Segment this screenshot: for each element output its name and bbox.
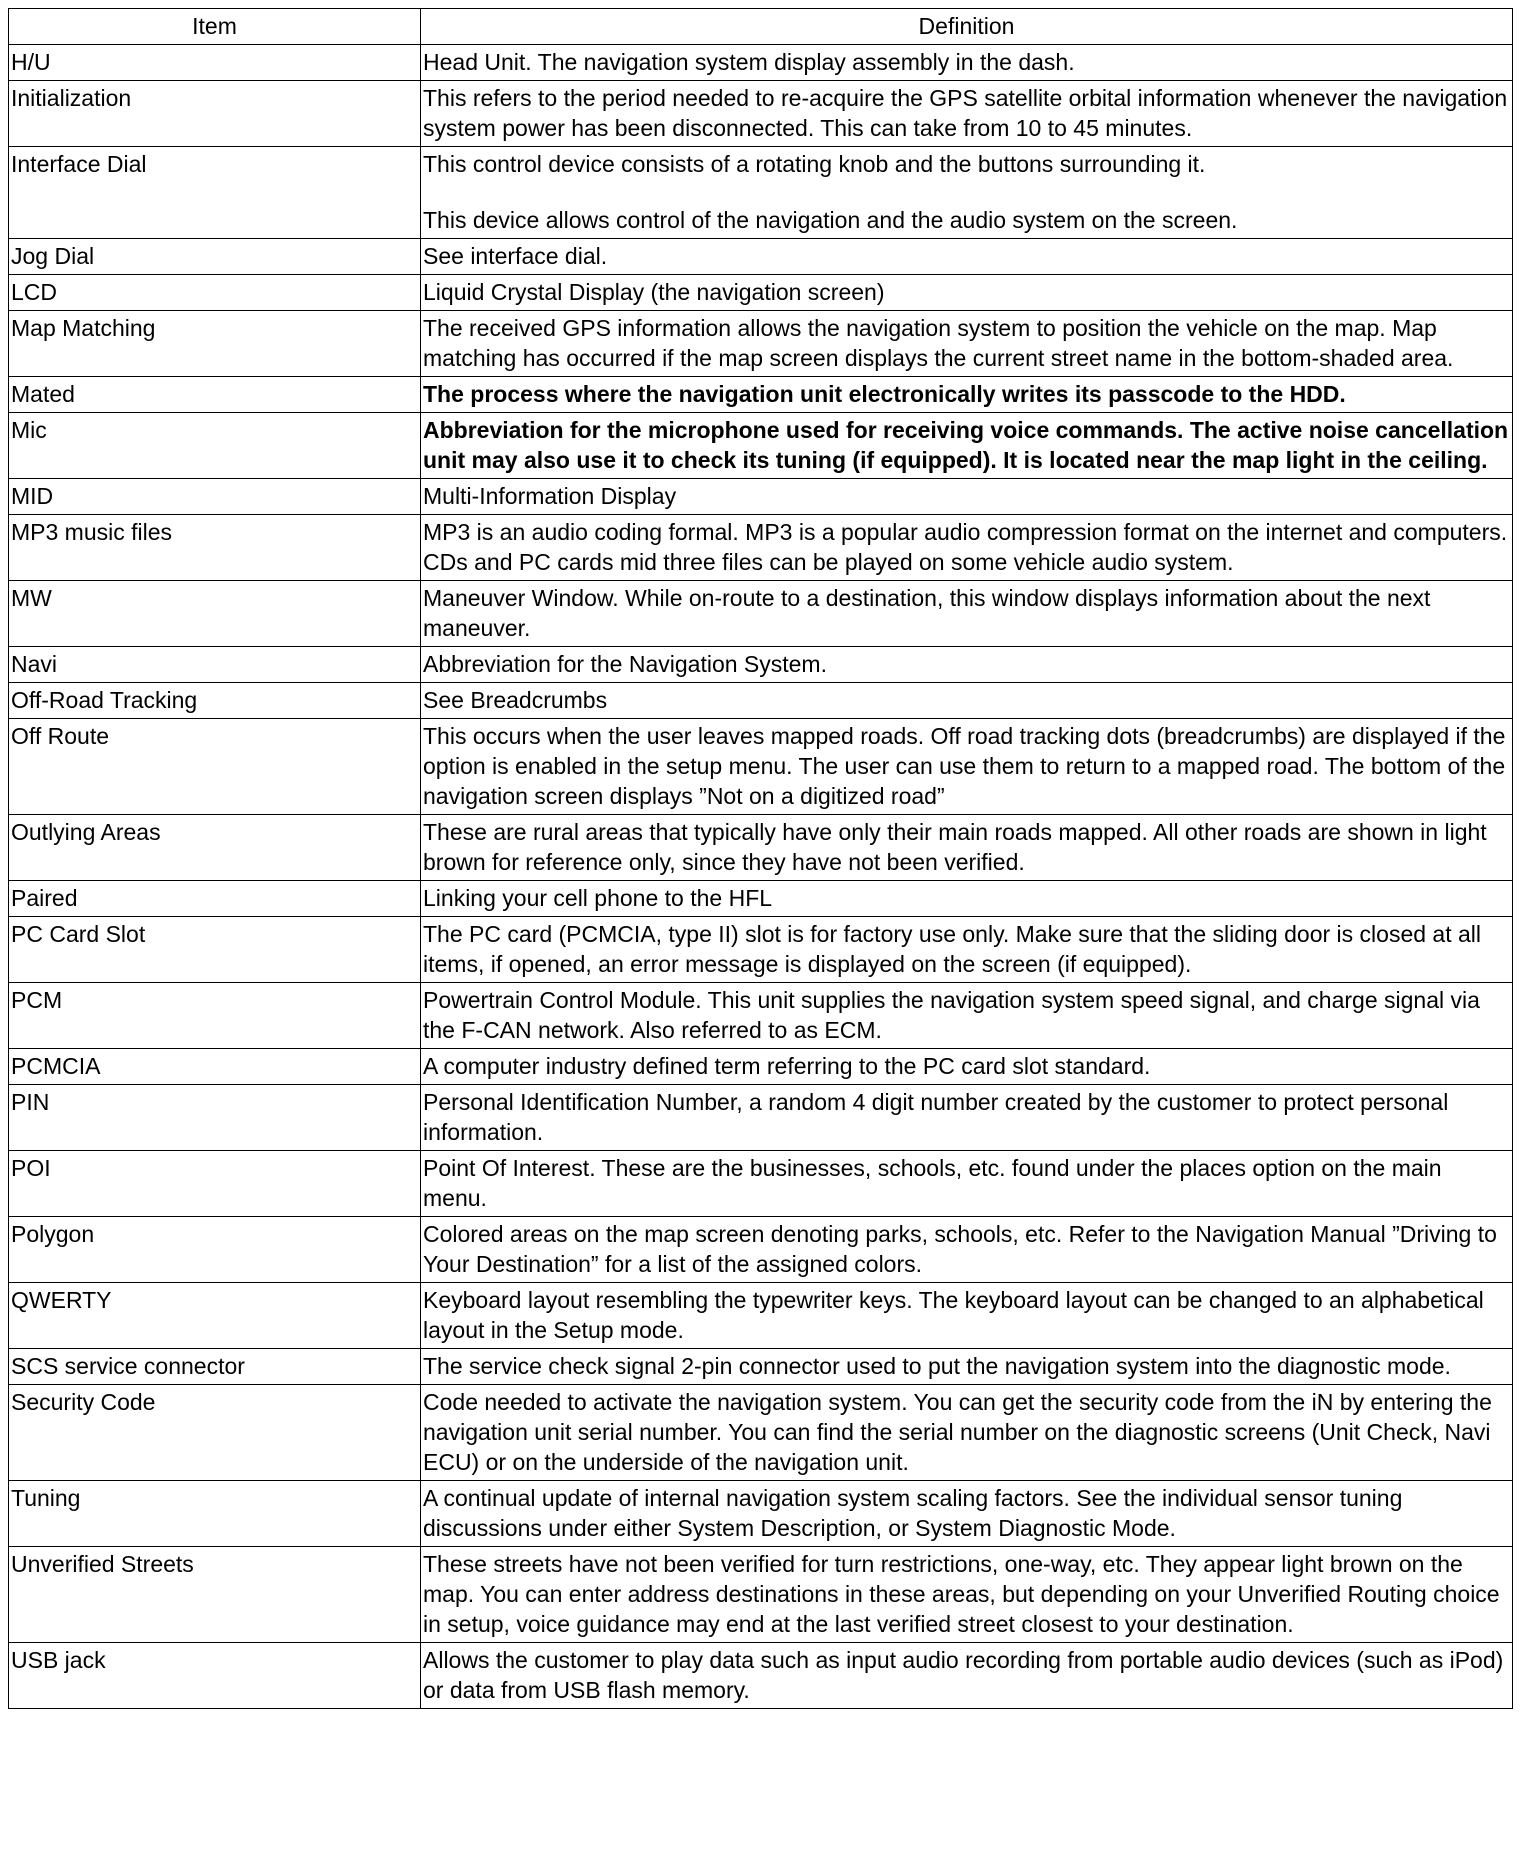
item-cell: PC Card Slot — [9, 917, 421, 983]
item-cell: Unverified Streets — [9, 1547, 421, 1643]
definition-cell — [421, 311, 1513, 377]
definition-text: The PC card (PCMCIA, type II) slot is for factory use only. Make sure that the sliding door is closed at all items, if opened, an error message is displayed on the screen (if equipped). — [423, 921, 1481, 977]
table-row — [9, 311, 1513, 377]
item-cell: PIN — [9, 1085, 421, 1151]
table-row — [9, 81, 1513, 147]
definition-cell — [421, 1481, 1513, 1547]
definition-cell — [421, 1283, 1513, 1349]
table-row — [9, 377, 1513, 413]
definition-text: Linking your cell phone to the HFL — [423, 885, 773, 911]
definition-text: The received GPS information allows the navigation system to position the vehicle on the map. Map matching has occurred if the map screen displays the current street name in the bottom-shaded area. — [423, 315, 1454, 371]
definition-cell — [421, 1151, 1513, 1217]
item-cell: USB jack — [9, 1643, 421, 1709]
table-row — [9, 147, 1513, 239]
definition-cell — [421, 479, 1513, 515]
item-cell: SCS service connector — [9, 1349, 421, 1385]
table-row — [9, 239, 1513, 275]
item-cell: Interface Dial — [9, 147, 421, 239]
definition-text: The process where the navigation unit electronically writes its passcode to the HDD. — [423, 381, 1346, 407]
table-row — [9, 1217, 1513, 1283]
definition-text: This control device consists of a rotating knob and the buttons surrounding it. — [423, 151, 1206, 177]
item-cell: Navi — [9, 647, 421, 683]
table-row — [9, 581, 1513, 647]
definition-text: MP3 is an audio coding formal. MP3 is a popular audio compression format on the internet and computers. CDs and PC cards mid three files can be played on some vehicle audio system. — [423, 519, 1508, 575]
definition-text: This refers to the period needed to re-acquire the GPS satellite orbital information whenever the navigation system power has been disconnected. This can take from 10 to 45 minutes. — [423, 85, 1508, 141]
glossary-table — [8, 8, 1513, 1709]
item-cell: Off Route — [9, 719, 421, 815]
table-row — [9, 1481, 1513, 1547]
definition-text: Personal Identification Number, a random 4 digit number created by the customer to protect personal information. — [423, 1089, 1449, 1145]
table-row — [9, 515, 1513, 581]
table-row — [9, 1643, 1513, 1709]
definition-text: These are rural areas that typically have only their main roads mapped. All other roads are shown in light brown for reference only, since they have not been verified. — [423, 819, 1487, 875]
definition-cell — [421, 1349, 1513, 1385]
definition-cell — [421, 1049, 1513, 1085]
definition-text: Abbreviation for the microphone used for receiving voice commands. The active noise cancellation unit may also use it to check its tuning (if equipped). It is located near the map light in the ceiling. — [423, 417, 1509, 473]
table-row — [9, 275, 1513, 311]
table-row — [9, 647, 1513, 683]
definition-cell — [421, 81, 1513, 147]
table-row — [9, 1547, 1513, 1643]
definition-cell — [421, 1643, 1513, 1709]
table-row — [9, 1049, 1513, 1085]
definition-cell — [421, 275, 1513, 311]
definition-text: Allows the customer to play data such as input audio recording from portable audio devices (such as iPod) or data from USB flash memory. — [423, 1647, 1504, 1703]
definition-cell — [421, 45, 1513, 81]
table-row — [9, 1085, 1513, 1151]
item-cell: PCMCIA — [9, 1049, 421, 1085]
definition-text: These streets have not been verified for turn restrictions, one-way, etc. They appear light brown on the map. You can enter address destinations in these areas, but depending on your Unverified Routing choice in setup, voice guidance may end at the last verified street closest to your destination. — [423, 1551, 1500, 1637]
definition-text: Code needed to activate the navigation system. You can get the security code from the iN by entering the navigation unit serial number. You can find the serial number on the diagnostic screens (Unit Check, Navi ECU) or on the underside of the navigation unit. — [423, 1389, 1492, 1475]
item-cell: H/U — [9, 45, 421, 81]
definition-text: See Breadcrumbs — [423, 687, 608, 713]
item-cell: Security Code — [9, 1385, 421, 1481]
definition-cell — [421, 413, 1513, 479]
definition-text: Colored areas on the map screen denoting parks, schools, etc. Refer to the Navigation Manual ”Driving to Your Destination” for a list of the assigned colors. — [423, 1221, 1497, 1277]
definition-cell — [421, 881, 1513, 917]
item-cell: LCD — [9, 275, 421, 311]
table-row — [9, 983, 1513, 1049]
definition-cell — [421, 1217, 1513, 1283]
definition-cell — [421, 683, 1513, 719]
table-row — [9, 1283, 1513, 1349]
definition-text: The service check signal 2-pin connector used to put the navigation system into the diagnostic mode. — [423, 1353, 1451, 1379]
definition-cell — [421, 581, 1513, 647]
column-header-item: Item — [9, 9, 421, 45]
item-cell: MID — [9, 479, 421, 515]
table-row — [9, 815, 1513, 881]
definition-cell — [421, 1547, 1513, 1643]
item-cell: Polygon — [9, 1217, 421, 1283]
item-cell: Jog Dial — [9, 239, 421, 275]
definition-text: A continual update of internal navigation system scaling factors. See the individual sensor tuning discussions under either System Description, or System Diagnostic Mode. — [423, 1485, 1403, 1541]
item-cell: Paired — [9, 881, 421, 917]
table-row — [9, 1349, 1513, 1385]
definition-text: Head Unit. The navigation system display assembly in the dash. — [423, 49, 1075, 75]
item-cell: POI — [9, 1151, 421, 1217]
definition-text: Liquid Crystal Display (the navigation screen) — [423, 279, 885, 305]
table-row — [9, 479, 1513, 515]
definition-text: A computer industry defined term referring to the PC card slot standard. — [423, 1053, 1151, 1079]
item-cell: Tuning — [9, 1481, 421, 1547]
table-row — [9, 917, 1513, 983]
definition-cell — [421, 239, 1513, 275]
item-cell: MP3 music files — [9, 515, 421, 581]
item-cell: MW — [9, 581, 421, 647]
definition-text: Maneuver Window. While on-route to a destination, this window displays information about the next maneuver. — [423, 585, 1431, 641]
table-row — [9, 1151, 1513, 1217]
definition-text-2: This device allows control of the navigation and the audio system on the screen. — [423, 207, 1238, 233]
definition-cell — [421, 719, 1513, 815]
item-cell: Initialization — [9, 81, 421, 147]
table-row — [9, 719, 1513, 815]
definition-text: Point Of Interest. These are the businesses, schools, etc. found under the places option on the main menu. — [423, 1155, 1442, 1211]
glossary-body — [9, 45, 1513, 1709]
definition-cell — [421, 147, 1513, 239]
table-row — [9, 683, 1513, 719]
definition-text: Keyboard layout resembling the typewriter keys. The keyboard layout can be changed to an alphabetical layout in the Setup mode. — [423, 1287, 1484, 1343]
item-cell: QWERTY — [9, 1283, 421, 1349]
item-cell: Outlying Areas — [9, 815, 421, 881]
definition-cell — [421, 1385, 1513, 1481]
definition-cell — [421, 917, 1513, 983]
definition-cell — [421, 815, 1513, 881]
table-row — [9, 881, 1513, 917]
definition-text: Multi-Information Display — [423, 483, 677, 509]
definition-cell — [421, 1085, 1513, 1151]
item-cell: PCM — [9, 983, 421, 1049]
definition-text: Abbreviation for the Navigation System. — [423, 651, 827, 677]
column-header-definition: Definition — [421, 9, 1513, 45]
definition-cell — [421, 647, 1513, 683]
table-header-row — [9, 9, 1513, 45]
item-cell: Map Matching — [9, 311, 421, 377]
table-row — [9, 45, 1513, 81]
definition-cell — [421, 515, 1513, 581]
table-row — [9, 413, 1513, 479]
item-cell: Mic — [9, 413, 421, 479]
item-cell: Mated — [9, 377, 421, 413]
definition-cell — [421, 377, 1513, 413]
definition-text: See interface dial. — [423, 243, 608, 269]
item-cell: Off-Road Tracking — [9, 683, 421, 719]
definition-text: Powertrain Control Module. This unit supplies the navigation system speed signal, and charge signal via the F-CAN network. Also referred to as ECM. — [423, 987, 1480, 1043]
definition-cell — [421, 983, 1513, 1049]
definition-text: This occurs when the user leaves mapped roads. Off road tracking dots (breadcrumbs) are displayed if the option is enabled in the setup menu. The user can use them to return to a mapped road. The bottom of the navigation screen displays ”Not on a digitized road” — [423, 723, 1506, 809]
table-row — [9, 1385, 1513, 1481]
